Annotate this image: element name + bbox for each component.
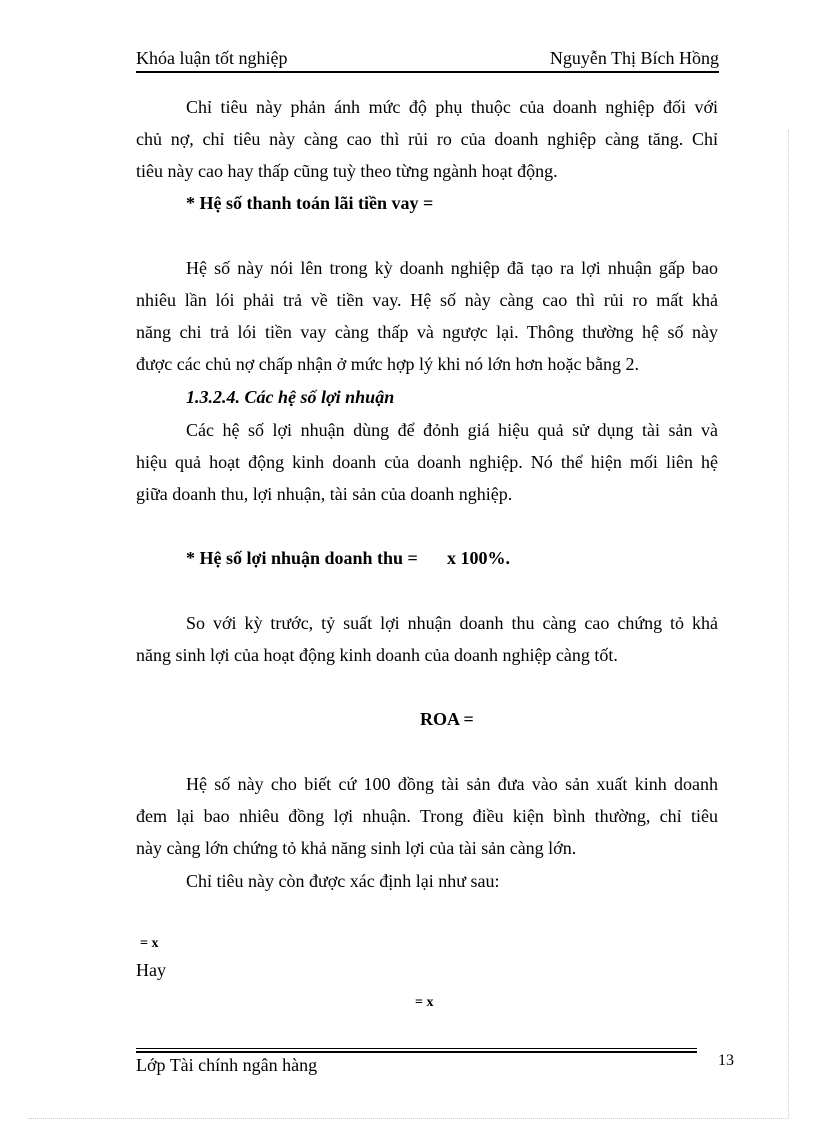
header-title: Khóa luận tốt nghiệp: [136, 48, 288, 68]
paragraph-line: đem lại bao nhiêu đồng lợi nhuận. Trong điều kiện bình thường, chỉ tiêu: [136, 806, 718, 826]
paragraph-line: năng sinh lợi của hoạt động kinh doanh của doanh nghiệp càng tốt.: [136, 645, 618, 665]
paragraph-line: hiệu quả hoạt động kinh doanh của doanh nghiệp. Nó thể hiện mối liên hệ: [136, 452, 718, 472]
section-heading: 1.3.2.4. Các hệ số lợi nhuận: [186, 387, 395, 407]
paragraph-line: Hệ số này cho biết cứ 100 đồng tài sản đưa vào sản xuất kinh doanh: [186, 774, 718, 794]
paragraph-line: Chỉ tiêu này còn được xác định lại như sau:: [186, 871, 500, 891]
hay-label: Hay: [136, 960, 166, 980]
paragraph-line: nhiêu lần lói phải trả về tiền vay. Hệ số này càng cao thì rủi ro mất khả: [136, 290, 718, 310]
formula-heading-interest: * Hệ số thanh toán lãi tiền vay =: [186, 193, 434, 213]
paragraph-line: Các hệ số lợi nhuận dùng để đỏnh giá hiệu quả sử dụng tài sản và: [186, 420, 718, 440]
page-header: [136, 48, 719, 70]
paragraph-line: được các chủ nợ chấp nhận ở mức hợp lý khi nó lớn hơn hoặc bằng 2.: [136, 354, 639, 374]
formula-expression: = x: [140, 936, 159, 951]
header-author: Nguyễn Thị Bích Hồng: [549, 48, 719, 68]
paragraph-line: Hệ số này nói lên trong kỳ doanh nghiệp đã tạo ra lợi nhuận gấp bao: [186, 258, 718, 278]
formula-heading-revenue: * Hệ số lợi nhuận doanh thu =: [186, 548, 418, 568]
page-border-dotted: [788, 130, 789, 1118]
paragraph-line: giữa doanh thu, lợi nhuận, tài sản của doanh nghiệp.: [136, 484, 513, 504]
paragraph-line: Chỉ tiêu này phản ánh mức độ phụ thuộc của doanh nghiệp đối với: [186, 97, 718, 117]
formula-revenue-tail: x 100%.: [447, 548, 510, 568]
paragraph-line: chủ nợ, chỉ tiêu này càng cao thì rủi ro của doanh nghiệp càng tăng. Chỉ: [136, 129, 718, 149]
footer-rule: [136, 1051, 697, 1053]
footer-class-name: Lớp Tài chính ngân hàng: [136, 1055, 318, 1075]
paragraph-line: tiêu này cao hay thấp cũng tuỳ theo từng ngành hoạt động.: [136, 161, 558, 181]
formula-expression: = x: [415, 995, 434, 1010]
paragraph-line: năng chi trả lói tiền vay càng thấp và ngược lại. Thông thường hệ số này: [136, 322, 718, 342]
header-rule: [136, 71, 719, 73]
paragraph-line: này càng lớn chứng tỏ khả năng sinh lợi của tài sản càng lớn.: [136, 838, 577, 858]
page-border-dotted: [28, 1118, 788, 1119]
footer-rule: [136, 1048, 697, 1049]
page-number: 13: [718, 1052, 734, 1069]
formula-roa: ROA =: [420, 709, 474, 729]
paragraph-line: So với kỳ trước, tỷ suất lợi nhuận doanh thu càng cao chứng tỏ khả: [186, 613, 718, 633]
